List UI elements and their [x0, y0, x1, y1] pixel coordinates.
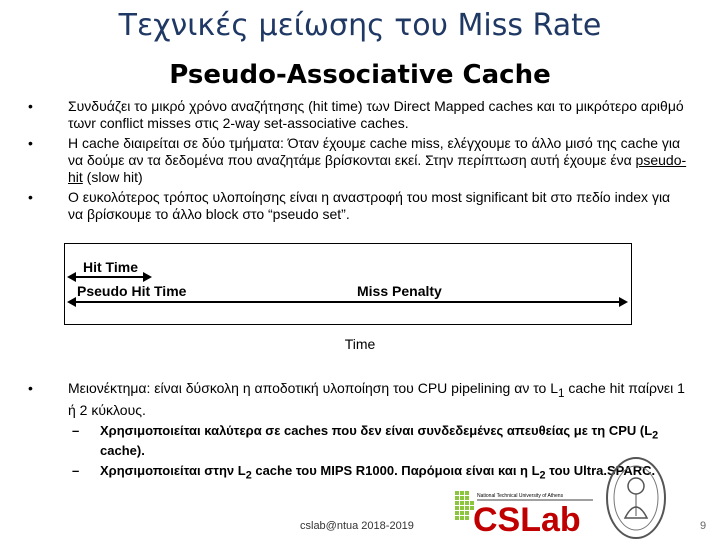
time-axis-label: Time [344, 336, 376, 352]
bullet-text: Η cache διαιρείται σε δύο τμήματα: Όταν έχουμε cache miss, ελέγχουμε το άλλο μισό της cache για να δούμε αν τα δεδομένα που αναζητάμε βρίσκονται εκεί. Στην περίπτωση αυτή έχουμε ένα [68, 135, 681, 168]
sub-bullet [28, 423, 688, 460]
slide-title: Τεχνικές μείωσης του Miss Rate [118, 8, 602, 43]
bullet-item [28, 135, 688, 186]
bullet-text: Μειονέκτημα: είναι δύσκολη η αποδοτική υλοποίηση του CPU pipelining αν το L [68, 380, 558, 396]
university-seal-icon [605, 456, 667, 540]
subscript: 2 [652, 429, 659, 442]
cslab-logo [455, 487, 595, 537]
disadvantage-bullet [28, 380, 688, 419]
bullet-text: Ο ευκολότερος τρόπος υλοποίησης είναι η αναστροφή του most significant bit στο πεδίο index για να βρίσκουμε το άλλο block στο “pseudo set”. [68, 189, 671, 222]
pseudo-hit-term: pseudo-hit [68, 152, 687, 185]
footer-text: cslab@ntua 2018-2019 [300, 520, 414, 532]
timing-diagram [64, 243, 632, 325]
sub-bullet-text: Χρησιμοποιείται στην L [100, 463, 246, 479]
sub-bullet [28, 463, 688, 484]
timeline-arrow-right [619, 297, 628, 307]
hit-time-line [73, 276, 145, 278]
miss-penalty-label: Miss Penalty [357, 283, 442, 299]
subscript: 2 [539, 469, 546, 482]
bullet-item [28, 189, 688, 223]
bullet-text: Συνδυάζει το μικρό χρόνο αναζήτησης (hit time) των Direct Mapped caches και το μικρότερο αριθμό τωνr conflict misses στις 2-way set-associative caches. [68, 98, 684, 131]
bullet-text: cache hit παίρνει 1 ή 2 κύκλους. [68, 380, 685, 418]
bullet-item [28, 98, 688, 132]
sub-bullet-text: cache). [100, 443, 145, 459]
hit-time-arrow-right [143, 272, 152, 282]
logo-caption: National Technical University of Athens [477, 493, 564, 499]
sub-bullet-text: Χρησιμοποιείται καλύτερα σε caches που δεν είναι συνδεδεμένες απευθείας με τη CPU (L [100, 422, 653, 438]
page-number: 9 [700, 520, 707, 532]
hit-time-label: Hit Time [83, 259, 138, 275]
subscript: 2 [245, 469, 252, 482]
pseudo-hit-time-label: Pseudo Hit Time [77, 283, 187, 299]
bullet-list [28, 98, 688, 223]
bullet-text: (slow hit) [82, 169, 143, 185]
sub-bullet-text: του Ultra.SPARC. [545, 463, 656, 479]
subscript: 1 [558, 386, 565, 400]
sub-bullet-text: cache του MIPS R1000. Παρόμοια είναι και η L [251, 463, 540, 479]
disadvantage-section [28, 380, 688, 484]
timeline-line [73, 301, 621, 303]
logo-text: CSLab [473, 501, 581, 537]
slide-subtitle: Pseudo-Associative Cache [169, 60, 551, 90]
